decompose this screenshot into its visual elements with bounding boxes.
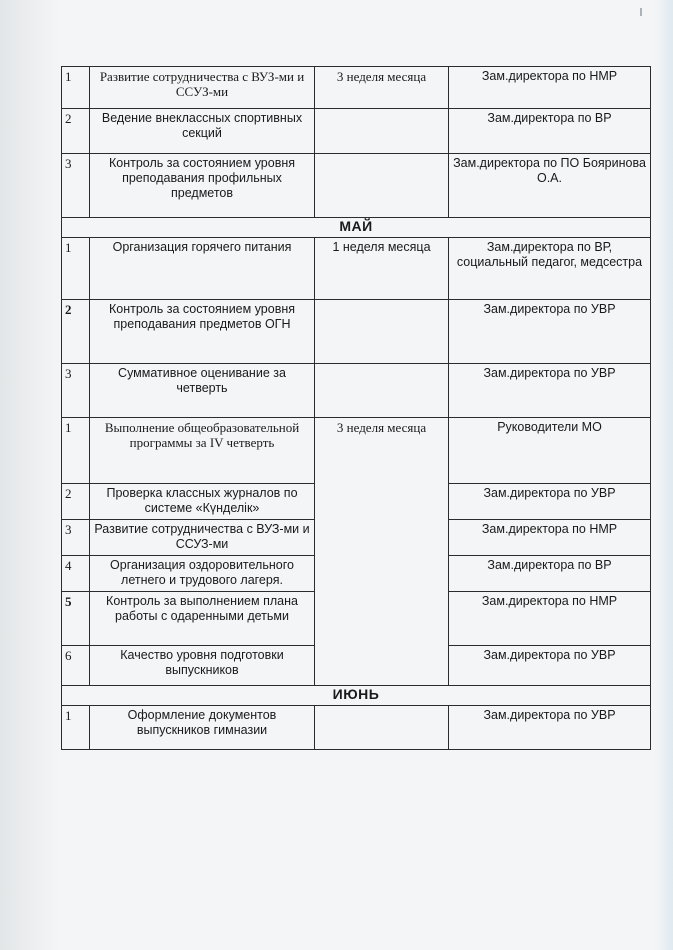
row-number: 3	[62, 154, 90, 218]
responsible-cell: Зам.директора по ВР	[449, 109, 651, 154]
table-row	[62, 418, 651, 484]
responsible-cell: Зам.директора по УВР	[449, 706, 651, 750]
responsible-cell: Зам.директора по УВР	[449, 300, 651, 364]
row-number: 2	[62, 109, 90, 154]
table-row	[62, 67, 651, 109]
row-number: 2	[62, 300, 90, 364]
task-cell: Организация горячего питания	[90, 238, 315, 300]
task-cell: Организация оздоровительного летнего и трудового лагеря.	[90, 556, 315, 592]
month-row-june	[62, 686, 651, 706]
table-row	[62, 154, 651, 218]
month-title: ИЮНЬ	[62, 686, 651, 706]
row-number: 6	[62, 646, 90, 686]
responsible-cell: Зам.директора по ПО Бояринова О.А.	[449, 154, 651, 218]
row-number: 3	[62, 364, 90, 418]
table-row	[62, 364, 651, 418]
row-number: 3	[62, 520, 90, 556]
task-cell: Развитие сотрудничества с ВУЗ-ми и ССУЗ-ми	[90, 67, 315, 109]
period-cell	[315, 154, 449, 218]
row-number: 1	[62, 238, 90, 300]
task-cell: Выполнение общеобразовательной программы за IV четверть	[90, 418, 315, 484]
task-cell: Контроль за состоянием уровня преподавания профильных предметов	[90, 154, 315, 218]
period-cell	[315, 706, 449, 750]
row-number: 5	[62, 592, 90, 646]
scan-right-edge	[655, 0, 673, 950]
period-cell: 3 неделя месяца	[315, 67, 449, 109]
table-row	[62, 300, 651, 364]
responsible-cell: Зам.директора по УВР	[449, 364, 651, 418]
responsible-cell: Зам.директора по ВР, социальный педагог, медсестра	[449, 238, 651, 300]
responsible-cell: Зам.директора по УВР	[449, 646, 651, 686]
row-number: 1	[62, 418, 90, 484]
period-cell: 1 неделя месяца	[315, 238, 449, 300]
task-cell: Качество уровня подготовки выпускников	[90, 646, 315, 686]
task-cell: Суммативное оценивание за четверть	[90, 364, 315, 418]
period-cell	[315, 109, 449, 154]
task-cell: Контроль за состоянием уровня преподавания предметов ОГН	[90, 300, 315, 364]
task-cell: Контроль за выполнением плана работы с одаренными детьми	[90, 592, 315, 646]
responsible-cell: Зам.директора по УВР	[449, 484, 651, 520]
period-cell: 3 неделя месяца	[315, 418, 449, 686]
month-title: МАЙ	[62, 218, 651, 238]
task-cell: Ведение внеклассных спортивных секций	[90, 109, 315, 154]
row-number: 4	[62, 556, 90, 592]
responsible-cell: Руководители МО	[449, 418, 651, 484]
work-plan-table	[61, 66, 651, 750]
month-row-may	[62, 218, 651, 238]
responsible-cell: Зам.директора по НМР	[449, 67, 651, 109]
task-cell: Проверка классных журналов по системе «Күнделік»	[90, 484, 315, 520]
scan-mark	[640, 8, 642, 16]
period-cell	[315, 300, 449, 364]
scan-left-shadow	[0, 0, 60, 950]
row-number: 1	[62, 67, 90, 109]
task-cell: Оформление документов выпускников гимназии	[90, 706, 315, 750]
table-row	[62, 238, 651, 300]
table-row	[62, 109, 651, 154]
period-cell	[315, 364, 449, 418]
responsible-cell: Зам.директора по НМР	[449, 592, 651, 646]
task-cell: Развитие сотрудничества с ВУЗ-ми и ССУЗ-ми	[90, 520, 315, 556]
row-number: 2	[62, 484, 90, 520]
responsible-cell: Зам.директора по ВР	[449, 556, 651, 592]
table-row	[62, 706, 651, 750]
responsible-cell: Зам.директора по НМР	[449, 520, 651, 556]
row-number: 1	[62, 706, 90, 750]
